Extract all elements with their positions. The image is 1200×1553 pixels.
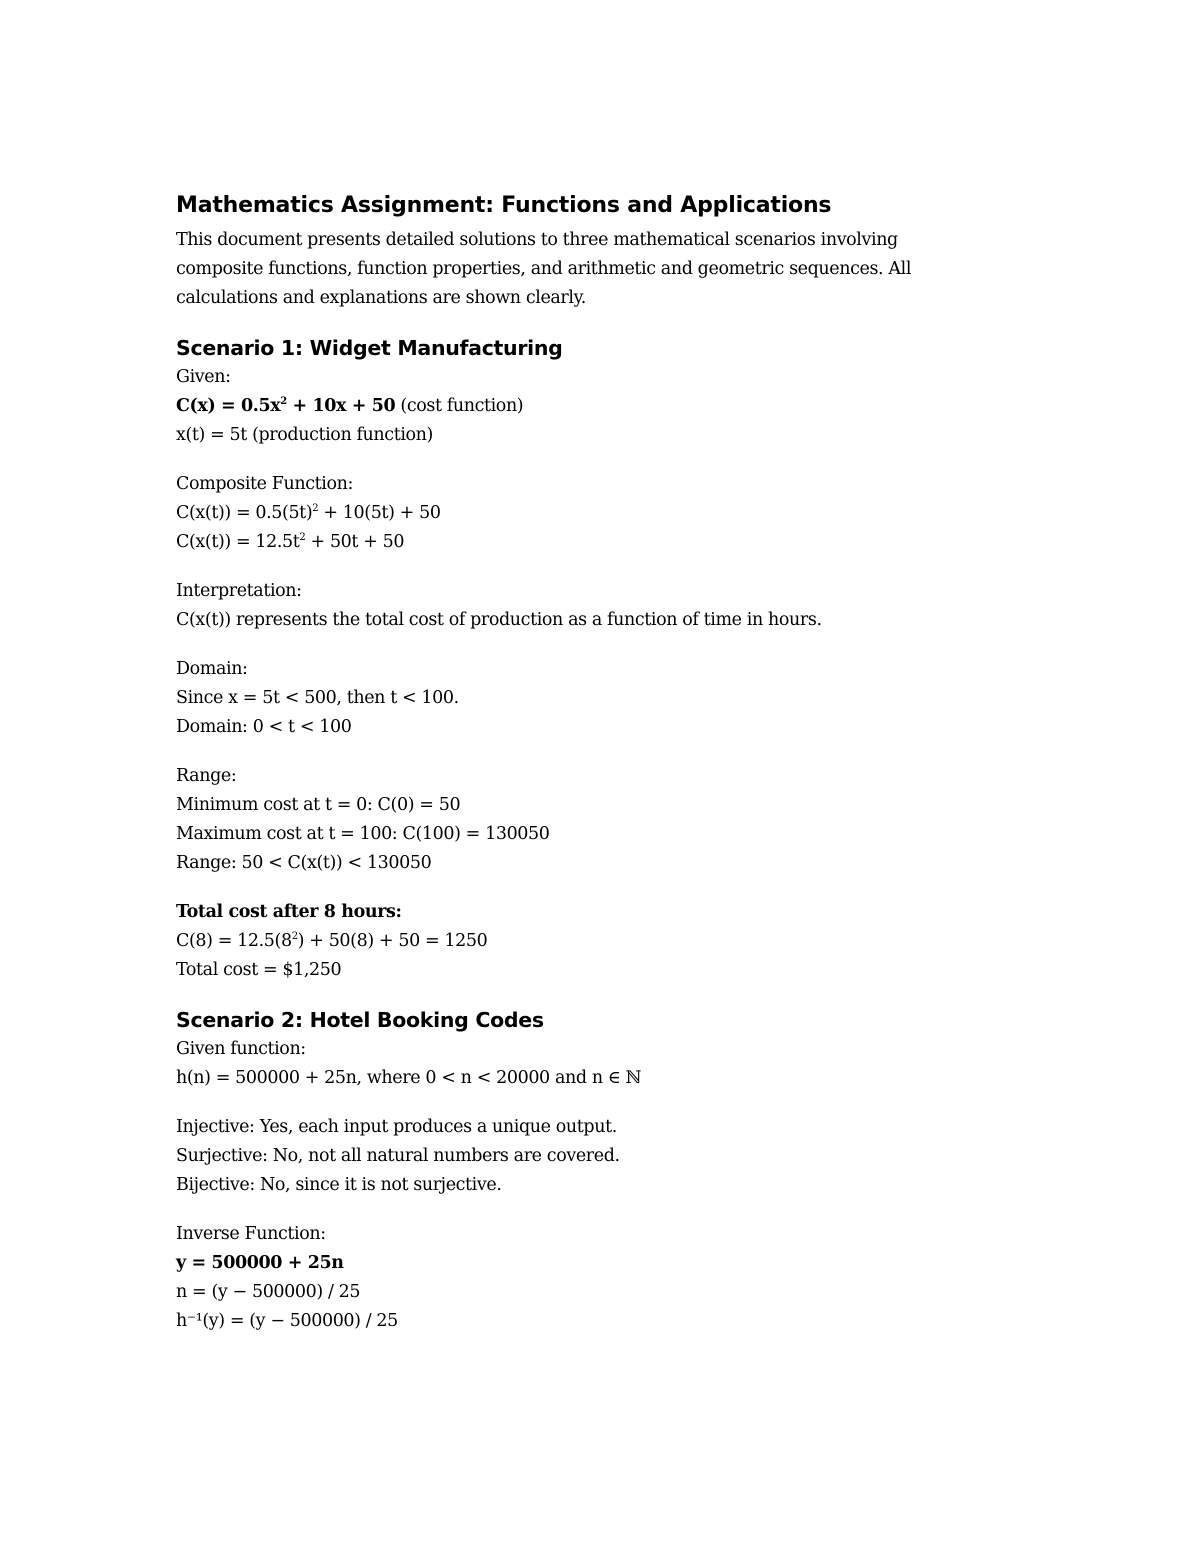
scenario-1-heading: Scenario 1: Widget Manufacturing bbox=[176, 336, 563, 360]
range-label: Range: bbox=[176, 766, 237, 786]
hotel-function-line: h(n) = 500000 + 25n, where 0 < n < 20000 and n ∈ ℕ bbox=[176, 1068, 642, 1088]
cost-function-expr-rest: + 10x + 50 bbox=[286, 396, 396, 416]
composite-label: Composite Function: bbox=[176, 474, 354, 494]
composite-2-expr: C(x(t)) = 12.5t bbox=[176, 532, 300, 552]
composite-1-expr: C(x(t)) = 0.5(5t) bbox=[176, 503, 313, 523]
total-cost-label: Total cost after 8 hours: bbox=[176, 902, 402, 922]
domain-line-1: Since x = 5t < 500, then t < 100. bbox=[176, 688, 459, 708]
injective-line: Injective: Yes, each input produces a unique output. bbox=[176, 1117, 617, 1137]
scenario-1-section bbox=[176, 333, 1036, 985]
composite-1-expr-rest: + 10(5t) + 50 bbox=[318, 503, 441, 523]
surjective-line: Surjective: No, not all natural numbers are covered. bbox=[176, 1146, 620, 1166]
interpretation-label: Interpretation: bbox=[176, 581, 302, 601]
given-label: Given: bbox=[176, 367, 231, 387]
cost-function-note: (cost function) bbox=[395, 396, 524, 416]
given-function-label: Given function: bbox=[176, 1039, 306, 1059]
domain-label: Domain: bbox=[176, 659, 248, 679]
total-cost-line-1 bbox=[176, 927, 1036, 956]
inverse-label: Inverse Function: bbox=[176, 1224, 326, 1244]
cost-function-line bbox=[176, 392, 1036, 421]
cost-function-exponent: 2 bbox=[280, 396, 287, 407]
interpretation-text: C(x(t)) represents the total cost of production as a function of time in hours. bbox=[176, 610, 822, 630]
inverse-line-1: y = 500000 + 25n bbox=[176, 1253, 344, 1273]
scenario-2-section bbox=[176, 1005, 1036, 1336]
inverse-line-2: n = (y − 500000) / 25 bbox=[176, 1282, 361, 1302]
range-line-3: Range: 50 < C(x(t)) < 130050 bbox=[176, 853, 432, 873]
composite-line-1 bbox=[176, 499, 1036, 528]
document-page bbox=[176, 190, 1036, 1336]
composite-2-exponent: 2 bbox=[299, 532, 306, 543]
composite-2-expr-rest: + 50t + 50 bbox=[305, 532, 405, 552]
cost-function-expr: C(x) = 0.5x bbox=[176, 396, 281, 416]
total-cost-exponent: 2 bbox=[291, 931, 298, 942]
composite-1-exponent: 2 bbox=[312, 503, 319, 514]
range-line-1: Minimum cost at t = 0: C(0) = 50 bbox=[176, 795, 461, 815]
total-cost-expr: C(8) = 12.5(8 bbox=[176, 931, 292, 951]
total-cost-line-2: Total cost = $1,250 bbox=[176, 960, 342, 980]
document-title: Mathematics Assignment: Functions and Applications bbox=[176, 193, 832, 218]
total-cost-expr-rest: ) + 50(8) + 50 = 1250 bbox=[297, 931, 488, 951]
scenario-2-heading: Scenario 2: Hotel Booking Codes bbox=[176, 1008, 544, 1032]
production-function-line: x(t) = 5t (production function) bbox=[176, 425, 433, 445]
inverse-line-3: h⁻¹(y) = (y − 500000) / 25 bbox=[176, 1311, 398, 1331]
intro-paragraph: This document presents detailed solutions to three mathematical scenarios involving composite functions, function properties, and arithmetic and geometric sequences. All calculations and explanations are shown clearly. bbox=[176, 230, 912, 308]
composite-line-2 bbox=[176, 528, 1036, 557]
domain-line-2: Domain: 0 < t < 100 bbox=[176, 717, 352, 737]
bijective-line: Bijective: No, since it is not surjective. bbox=[176, 1175, 502, 1195]
range-line-2: Maximum cost at t = 100: C(100) = 130050 bbox=[176, 824, 550, 844]
